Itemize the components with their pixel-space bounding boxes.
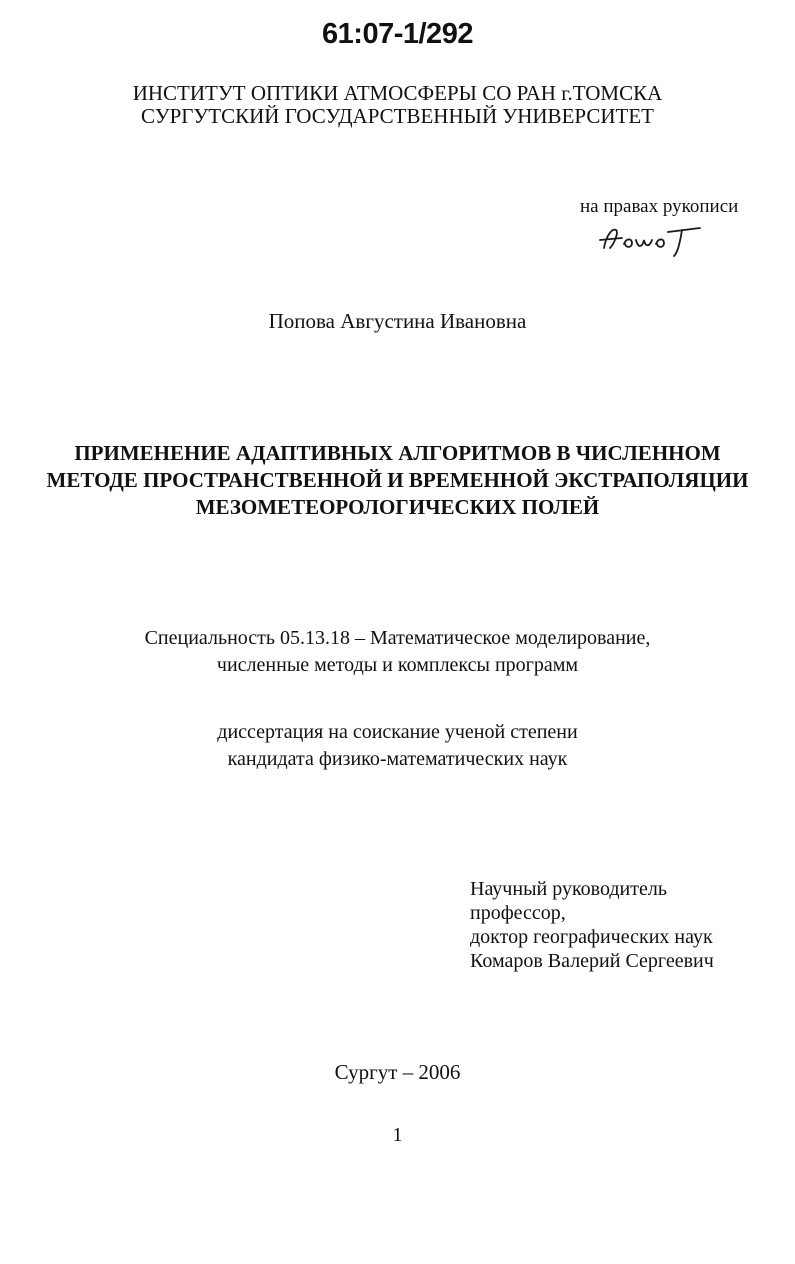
degree-statement [0,719,795,773]
supervisor-line: доктор географических наук [470,926,713,948]
supervisor-line: Комаров Валерий Сергеевич [470,950,714,972]
specialty-line: численные методы и комплексы программ [216,654,579,676]
institution-line-2: СУРГУТСКИЙ ГОСУДАРСТВЕННЫЙ УНИВЕРСИТЕТ [140,104,654,128]
rights-note: на правах рукописи [580,196,739,217]
title-line: МЕЗОМЕТЕОРОЛОГИЧЕСКИХ ПОЛЕЙ [195,495,600,519]
handwritten-signature [596,218,706,258]
title-line: МЕТОДЕ ПРОСТРАНСТВЕННОЙ И ВРЕМЕННОЙ ЭКСТРАПОЛЯЦИИ [46,468,749,492]
institution-line-1: ИНСТИТУТ ОПТИКИ АТМОСФЕРЫ СО РАН г.ТОМСКА [132,81,663,105]
city-year: Сургут – 2006 [334,1060,461,1084]
page-number: 1 [392,1124,403,1146]
specialty-line: Специальность 05.13.18 – Математическое моделирование, [144,627,651,649]
degree-line: диссертация на соискание ученой степени [217,721,578,743]
supervisor-line: Научный руководитель [470,878,667,900]
degree-line: кандидата физико-математических наук [227,748,568,770]
dissertation-title [0,440,795,521]
specialty [0,625,795,679]
archive-code: 61:07-1/292 [322,18,473,50]
supervisor-block [470,877,714,973]
supervisor-line: профессор, [470,902,566,924]
author-name: Попова Августина Ивановна [268,309,527,333]
title-line: ПРИМЕНЕНИЕ АДАПТИВНЫХ АЛГОРИТМОВ В ЧИСЛЕННОМ [74,441,721,465]
